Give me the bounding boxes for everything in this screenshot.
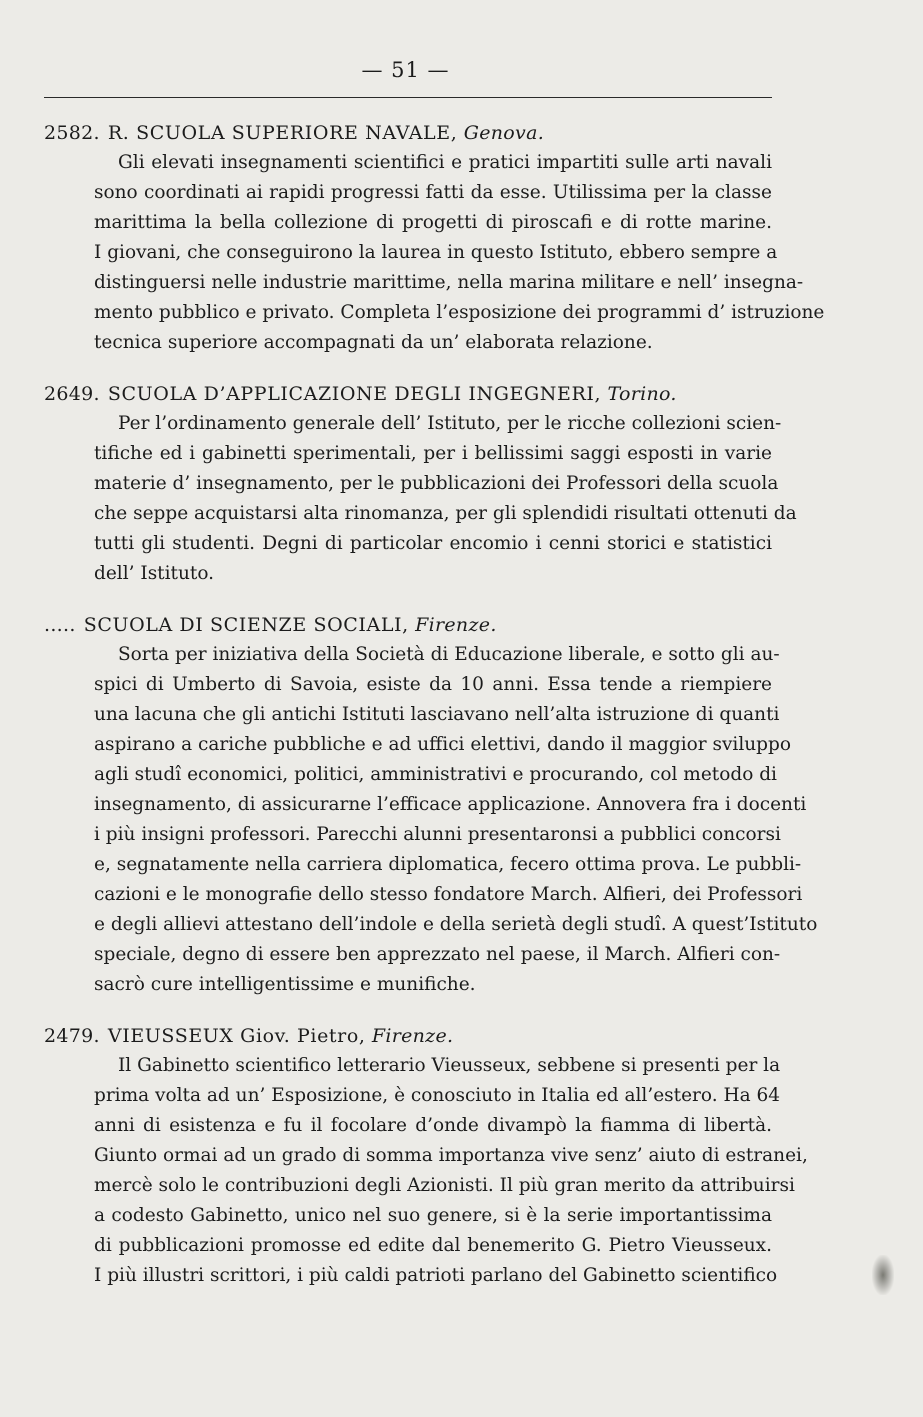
- catalog-entry: [44, 610, 818, 1000]
- entry-heading: [44, 379, 772, 409]
- entry-heading: [44, 118, 772, 148]
- text-line: prima volta ad un’ Esposizione, è conosciuto in Italia ed all’estero. Ha 64: [94, 1085, 781, 1106]
- text-line: marittima la bella collezione di progetti di piroscafi e di rotte marine.: [94, 212, 772, 233]
- entry-institution: R. SCUOLA SUPERIORE NAVALE,: [107, 122, 458, 144]
- text-line: e, segnatamente nella carriera diplomatica, fecero ottima prova. Le pubbli-: [94, 854, 802, 875]
- entry-institution: SCUOLA D’APPLICAZIONE DEGLI INGEGNERI,: [107, 383, 602, 405]
- text-line: dell’ Istituto.: [94, 563, 215, 584]
- text-line: sono coordinati ai rapidi progressi fatti da esse. Utilissima per la classe: [94, 182, 772, 203]
- text-line: cazioni e le monografie dello stesso fondatore March. Alfieri, dei Professori: [94, 884, 803, 905]
- page-content: [44, 118, 825, 1291]
- catalog-entry: [44, 1021, 808, 1291]
- text-line: a codesto Gabinetto, unico nel suo genere, si è la serie importantissima: [94, 1205, 772, 1226]
- entry-heading: [44, 610, 772, 640]
- text-line: aspirano a cariche pubbliche e ad uffici elettivi, dando il maggior sviluppo: [94, 734, 791, 755]
- page-edge-stain: [872, 1255, 894, 1295]
- text-line: una lacuna che gli antichi Istituti lasciavano nell’alta istruzione di quanti: [94, 704, 780, 725]
- entry-text: [44, 148, 825, 358]
- text-line: mento pubblico e privato. Completa l’esposizione dei programmi d’ istruzione: [94, 302, 825, 323]
- catalog-entry: [44, 118, 825, 358]
- catalog-entry: [44, 379, 797, 589]
- text-line: mercè solo le contribuzioni degli Azionisti. Il più gran merito da attribuirsi: [94, 1175, 795, 1196]
- entry-number: 2649.: [44, 383, 100, 405]
- text-line: Gli elevati insegnamenti scientifici e pratici impartiti sulle arti navali: [118, 152, 772, 173]
- text-line: distinguersi nelle industrie marittime, nella marina militare e nell’ insegna-: [94, 272, 804, 293]
- text-line: anni di esistenza e fu il focolare d’onde divampò la fiamma di libertà.: [94, 1115, 772, 1136]
- text-line: tutti gli studenti. Degni di particolar encomio i cenni storici e statistici: [94, 533, 772, 554]
- entry-number: 2582.: [44, 122, 100, 144]
- header-rule: [44, 97, 772, 98]
- entry-number: .....: [44, 614, 76, 636]
- text-line: Giunto ormai ad un grado di somma importanza vive senz’ aiuto di estranei,: [94, 1145, 808, 1166]
- text-line: di pubblicazioni promosse ed edite dal benemerito G. Pietro Vieusseux.: [94, 1235, 772, 1256]
- text-line: i più insigni professori. Parecchi alunni presentaronsi a pubblici concorsi: [94, 824, 781, 845]
- text-line: spici di Umberto di Savoia, esiste da 10 anni. Essa tende a riempiere: [94, 674, 772, 695]
- entry-text: [44, 409, 797, 589]
- text-line: I più illustri scrittori, i più caldi patrioti parlano del Gabinetto scientifico: [94, 1265, 778, 1286]
- entry-heading: [44, 1021, 772, 1051]
- entry-text: [44, 640, 818, 1000]
- text-line: sacrò cure intelligentissime e munifiche.: [94, 974, 476, 995]
- text-line: tifiche ed i gabinetti sperimentali, per i bellissimi saggi esposti in varie: [94, 443, 772, 464]
- text-line: Il Gabinetto scientifico letterario Vieusseux, sebbene si presenti per la: [118, 1055, 781, 1076]
- entry-institution: VIEUSSEUX Giov. Pietro,: [107, 1025, 366, 1047]
- entry-place: Torino.: [607, 383, 677, 405]
- text-line: agli studî economici, politici, amministrativi e procurando, col metodo di: [94, 764, 777, 785]
- text-line: insegnamento, di assicurarne l’efficace applicazione. Annovera fra i docenti: [94, 794, 807, 815]
- text-line: Sorta per iniziativa della Società di Educazione liberale, e sotto gli au-: [118, 644, 780, 665]
- entry-text: [44, 1051, 808, 1291]
- text-line: e degli allievi attestano dell’indole e della serietà degli studî. A quest’Istituto: [94, 914, 818, 935]
- text-line: I giovani, che conseguirono la laurea in questo Istituto, ebbero sempre a: [94, 242, 778, 263]
- entry-place: Firenze.: [415, 614, 497, 636]
- text-line: speciale, degno di essere ben apprezzato nel paese, il March. Alfieri con-: [94, 944, 781, 965]
- text-line: che seppe acquistarsi alta rinomanza, per gli splendidi risultati ottenuti da: [94, 503, 797, 524]
- text-line: materie d’ insegnamento, per le pubblicazioni dei Professori della scuola: [94, 473, 779, 494]
- text-line: tecnica superiore accompagnati da un’ elaborata relazione.: [94, 332, 653, 353]
- entry-place: Firenze.: [371, 1025, 454, 1047]
- entry-institution: SCUOLA DI SCIENZE SOCIALI,: [83, 614, 409, 636]
- entry-place: Genova.: [463, 122, 545, 144]
- entry-number: 2479.: [44, 1025, 100, 1047]
- text-line: Per l’ordinamento generale dell’ Istituto, per le ricche collezioni scien-: [118, 413, 782, 434]
- page-number: — 51 —: [361, 58, 450, 82]
